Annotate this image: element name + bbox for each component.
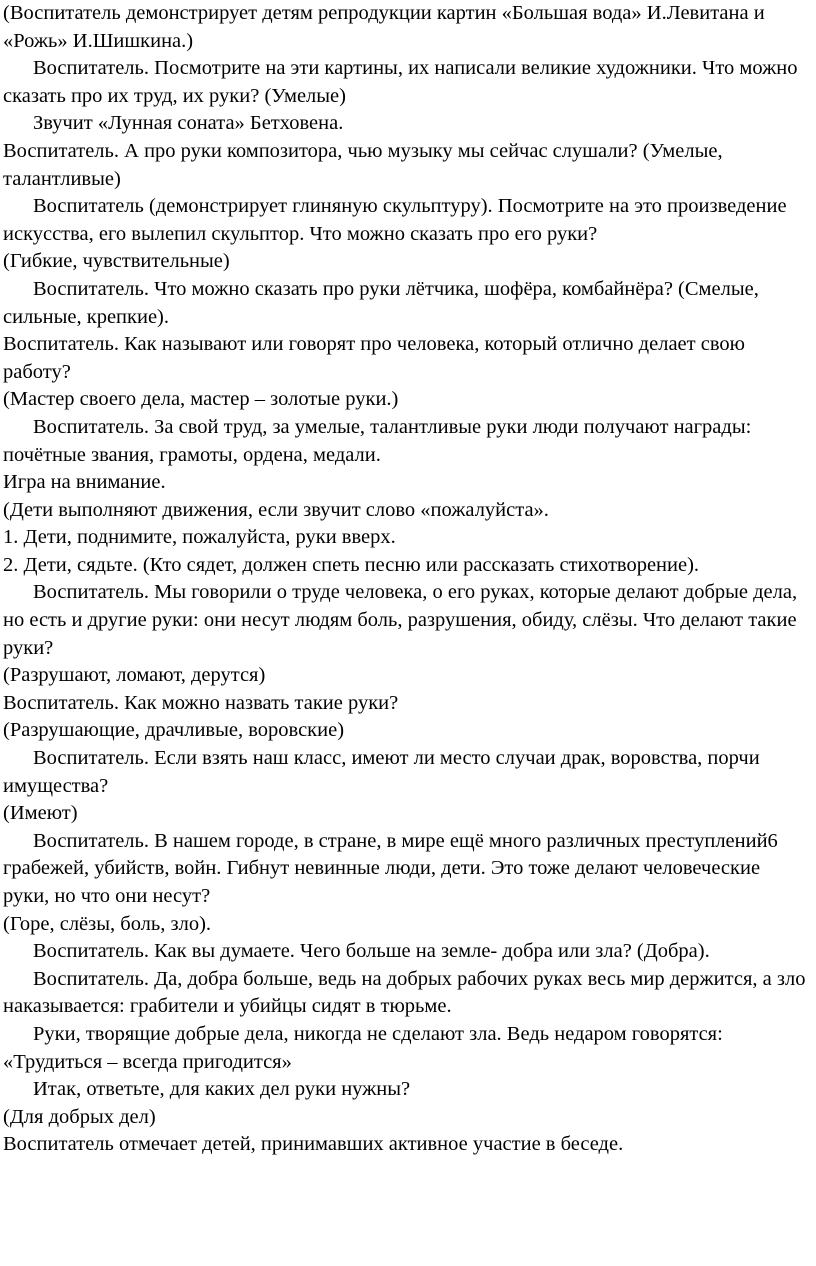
paragraph-10: Воспитатель. За свой труд, за умелые, талантливые руки люди получают награды: почётные звания, грамоты, ордена, медали. [3, 415, 752, 466]
paragraph-21: Воспитатель. В нашем городе, в стране, в мире ещё много различных преступлений6 грабежей, убийств, войн. Гибнут невинные люди, дети. Это тоже делают человеческие руки, но что они несут? [3, 829, 778, 907]
paragraph-17: Воспитатель. Как можно назвать такие руки? [3, 691, 399, 714]
paragraph-14: 2. Дети, сядьте. (Кто сядет, должен спеть песню или рассказать стихотворение). [3, 553, 700, 576]
paragraph-5: Воспитатель (демонстрирует глиняную скульптуру). Посмотрите на это произведение искусства, его вылепил скульптор. Что можно сказать про его руки? [3, 195, 787, 245]
paragraph-7: Воспитатель. Что можно сказать про руки лётчика, шофёра, комбайнёра? (Смелые, сильные, крепкие). [3, 277, 759, 328]
paragraph-23: Воспитатель. Как вы думаете. Чего больше на земле- добра или зла? (Добра). [33, 940, 710, 963]
paragraph-19: Воспитатель. Если взять наш класс, имеют ли место случаи драк, воровства, порчи имущества? [3, 747, 760, 797]
paragraph-15: Воспитатель. Мы говорили о труде человека, о его руках, которые делают добрые дела, но есть и другие руки: они несут людям боль, разрушения, обиду, слёзы. Что делают такие руки? [3, 581, 798, 659]
paragraph-24: Воспитатель. Да, добра больше, ведь на добрых рабочих руках весь мир держится, а зло наказывается: грабители и убийцы сидят в тюрьме. [3, 967, 806, 1018]
paragraph-25: Руки, творящие добрые дела, никогда не сделают зла. Ведь недаром говорятся: «Трудиться – всегда пригодится» [3, 1022, 723, 1073]
paragraph-1: (Воспитатель демонстрирует детям репродукции картин «Большая вода» И.Левитана и «Рожь» И.Шишкина.) [3, 2, 765, 52]
paragraph-2: Воспитатель. Посмотрите на эти картины, их написали великие художники. Что можно сказать про их труд, их руки? (Умелые) [3, 57, 798, 107]
paragraph-12: (Дети выполняют движения, если звучит слово «пожалуйста». [3, 498, 549, 521]
paragraph-4: Воспитатель. А про руки композитора, чью музыку мы сейчас слушали? (Умелые, талантливые) [3, 139, 723, 190]
paragraph-6: (Гибкие, чувствительные) [3, 250, 230, 273]
paragraph-18: (Разрушающие, драчливые, воровские) [3, 719, 345, 742]
paragraph-20: (Имеют) [3, 802, 78, 825]
paragraph-13: 1. Дети, поднимите, пожалуйста, руки вверх. [3, 526, 396, 549]
paragraph-27: (Для добрых дел) [3, 1105, 156, 1128]
paragraph-22: (Горе, слёзы, боль, зло). [3, 912, 212, 935]
paragraph-16: (Разрушают, ломают, дерутся) [3, 664, 266, 687]
paragraph-28: Воспитатель отмечает детей, принимавших активное участие в беседе. [3, 1133, 624, 1156]
paragraph-11: Игра на внимание. [3, 471, 166, 494]
paragraph-26: Итак, ответьте, для каких дел руки нужны? [33, 1078, 411, 1101]
paragraph-8: Воспитатель. Как называют или говорят про человека, который отлично делает свою работу? [3, 333, 745, 383]
paragraph-3: Звучит «Лунная соната» Бетховена. [33, 112, 344, 135]
paragraph-9: (Мастер своего дела, мастер – золотые руки.) [3, 388, 399, 411]
